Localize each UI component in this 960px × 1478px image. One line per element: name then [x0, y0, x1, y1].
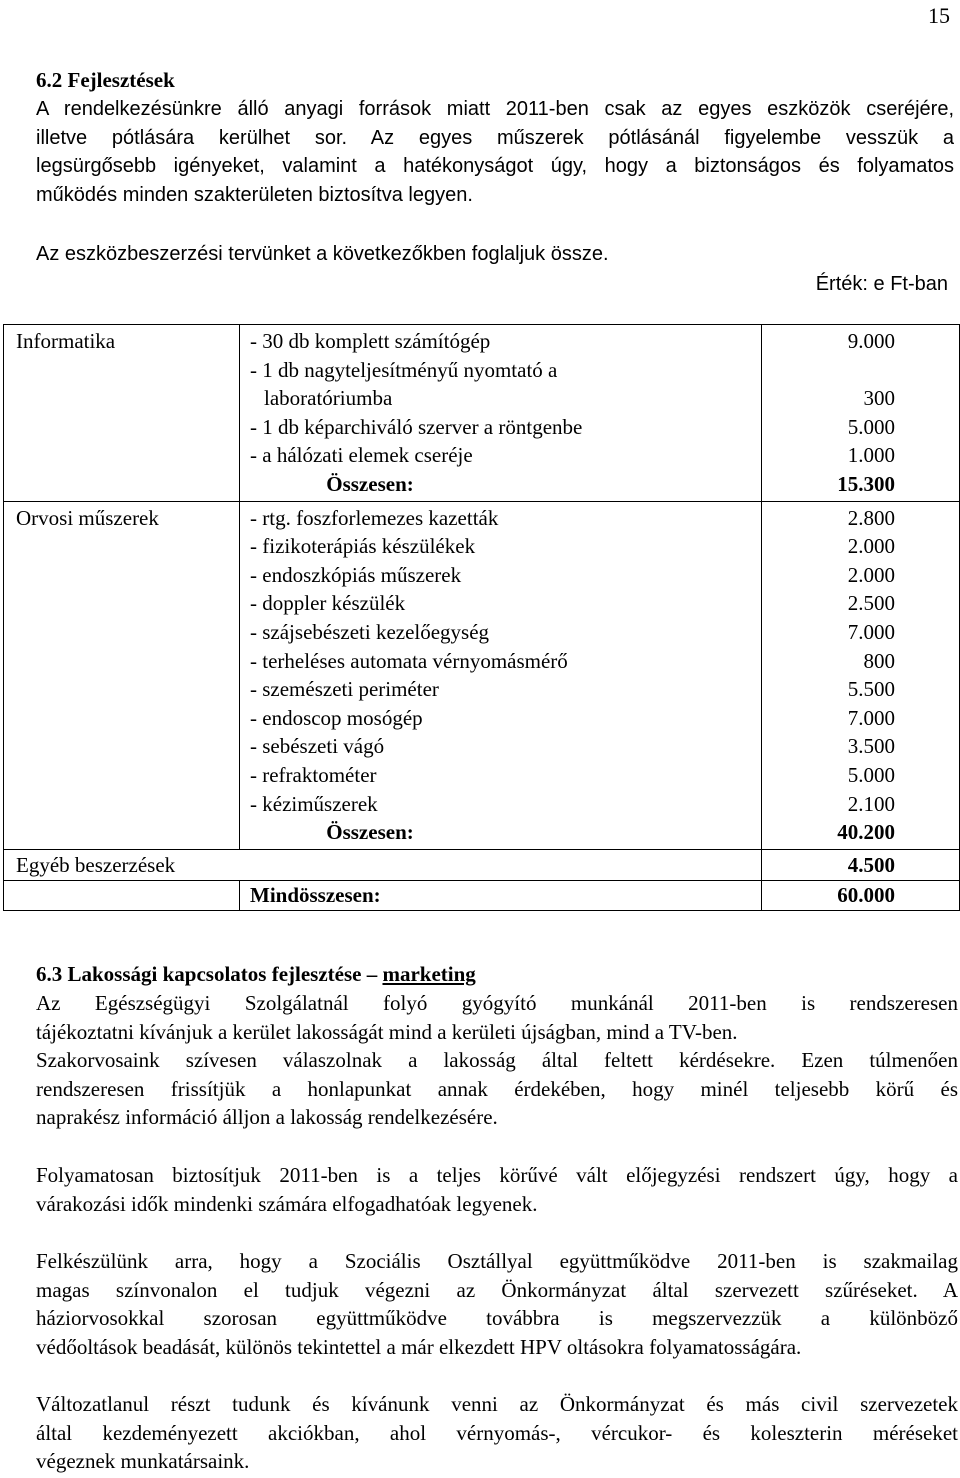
table-row-informatika — [4, 325, 960, 502]
informatika-items — [240, 325, 762, 502]
paragraph-line: által kezdeményezett akciókban, ahol vérnyomás-, vércukor- és koleszterin méréseket — [36, 1420, 958, 1445]
section-63-title-marketing: marketing — [382, 962, 476, 986]
value-cell: 2.000 — [847, 534, 895, 559]
value-cell: 300 — [863, 386, 895, 411]
table-row-egyeb — [4, 849, 960, 881]
list-item: - terheléses automata vérnyomásmérő — [250, 648, 568, 673]
table-row-orvosi — [4, 501, 960, 849]
paragraph-line: tájékoztatni kívánjuk a kerület lakosságát mind a kerületi újságban, mind a TV-ben. — [36, 1019, 738, 1044]
grand-total-label-cell — [240, 881, 762, 911]
list-item: - endoszkópiás műszerek — [250, 562, 462, 587]
section-63-title — [36, 960, 476, 989]
grand-total-empty — [4, 881, 240, 911]
page-number: 15 — [928, 3, 950, 28]
list-item: - doppler készülék — [250, 591, 406, 616]
value-cell: 2.500 — [847, 591, 895, 616]
paragraph-line: illetve pótlására kerülhet sor. Az egyes műszerek pótlásánál figyelembe vesszük a — [36, 126, 954, 149]
subtotal-value: 40.200 — [837, 820, 895, 845]
paragraph-line: működés minden szakterületen biztosítva legyen. — [36, 183, 473, 206]
value-cell: 2.800 — [847, 505, 895, 530]
section-62-title: 6.2 Fejlesztések — [36, 68, 175, 92]
paragraph-line: Felkészülünk arra, hogy a Szociális Osztállyal együttműködve 2011-ben is szakmailag — [36, 1249, 958, 1273]
paragraph-line: háziorvosokkal szorosan együttműködve továbbra is megszervezzük a különböző — [36, 1306, 958, 1331]
subtotal-label: Összesen: — [326, 820, 414, 845]
paragraph-line: Változatlanul részt tudunk és kívánunk venni az Önkormányzat és más civil szervezetek — [36, 1392, 958, 1416]
list-item: laboratóriumba — [264, 386, 393, 411]
section-63-paragraph-1 — [36, 989, 958, 1132]
value-cell: 7.000 — [847, 619, 895, 644]
grand-total-value: 60.000 — [837, 883, 895, 908]
orvosi-items — [240, 501, 762, 849]
value-cell: 5.000 — [847, 414, 895, 439]
list-item: - 1 db képarchiváló szerver a röntgenbe — [250, 414, 583, 439]
table-row-grand-total — [4, 881, 960, 911]
category-informatika — [4, 325, 240, 502]
value-cell: 3.500 — [847, 734, 895, 759]
value-cell: 5.000 — [847, 762, 895, 787]
paragraph-line: védőoltások beadását, különös tekintettel a már elkezdett HPV oltásokra folyamatosságára. — [36, 1334, 802, 1359]
list-item: - szájsebészeti kezelőegység — [250, 619, 490, 644]
section-63-title-main: 6.3 Lakossági kapcsolatos fejlesztése — [36, 962, 362, 986]
paragraph-line: végeznek munkatársaink. — [36, 1449, 250, 1474]
subtotal-label: Összesen: — [326, 471, 414, 496]
paragraph-line: Folyamatosan biztosítjuk 2011-ben is a teljes körűvé vált előjegyzési rendszert úgy, hogy a — [36, 1163, 958, 1187]
grand-total-label: Mindösszesen: — [250, 883, 381, 908]
value-cell: 4.500 — [847, 852, 895, 877]
list-item: - 30 db komplett számítógép — [250, 329, 491, 353]
value-cell: 800 — [863, 648, 895, 673]
paragraph-line: Szakorvosaink szívesen válaszolnak a lakosság által feltett kérdésekre. Ezen túlmenően — [36, 1048, 958, 1073]
paragraph-line: legsürgősebb igényeket, valamint a hatékonyságot úgy, hogy a biztonságos és folyamatos — [36, 155, 954, 178]
category-label: Orvosi műszerek — [16, 505, 159, 530]
section-63-paragraph-2 — [36, 1161, 958, 1218]
list-item: - fizikoterápiás készülékek — [250, 534, 476, 559]
plan-intro: Az eszközbeszerzési tervünket a következőkben foglaljuk össze. — [36, 243, 609, 265]
paragraph-line: naprakész információ álljon a lakosság rendelkezésére. — [36, 1105, 498, 1130]
list-item: - refraktométer — [250, 762, 377, 787]
category-orvosi — [4, 501, 240, 849]
list-item: - kéziműszerek — [250, 791, 378, 816]
section-63-paragraph-4 — [36, 1390, 958, 1476]
value-cell: 7.000 — [847, 705, 895, 730]
paragraph-line: A rendelkezésünkre álló anyagi források miatt 2011-ben csak az egyes eszközök cseréjére, — [36, 98, 954, 120]
category-egyeb — [4, 849, 762, 881]
paragraph-line: magas színvonalon el tudjuk végezni az Önkormányzat által szervezett szűréseket. A — [36, 1277, 958, 1302]
paragraph-line: rendszeresen frissítjük a honlapunkat annak érdekében, hogy minél teljesebb körű és — [36, 1076, 958, 1101]
category-label: Informatika — [16, 329, 116, 353]
list-item: - 1 db nagyteljesítményű nyomtató a — [250, 357, 558, 382]
orvosi-values — [762, 501, 960, 849]
list-item: - endoscop mosógép — [250, 705, 423, 730]
category-label: Egyéb beszerzések — [16, 852, 176, 877]
section-62-paragraph — [36, 95, 954, 209]
list-item: - sebészeti vágó — [250, 734, 385, 759]
list-item: - a hálózati elemek cseréje — [250, 443, 473, 468]
list-item: - rtg. foszforlemezes kazetták — [250, 505, 499, 530]
egyeb-value — [762, 849, 960, 881]
value-cell: 1.000 — [847, 443, 895, 468]
list-item: - szemészeti periméter — [250, 677, 439, 702]
value-cell: 9.000 — [847, 329, 895, 353]
value-cell: 5.500 — [847, 677, 895, 702]
paragraph-line: Az Egészségügyi Szolgálatnál folyó gyógyító munkánál 2011-ben is rendszeresen — [36, 991, 958, 1015]
section-63-title-dash: – — [361, 962, 383, 986]
grand-total-value-cell — [762, 881, 960, 911]
informatika-values — [762, 325, 960, 502]
section-63-paragraph-3 — [36, 1247, 958, 1361]
value-cell: 2.100 — [847, 791, 895, 816]
value-cell — [762, 356, 895, 385]
procurement-table — [3, 324, 960, 911]
value-cell: 2.000 — [847, 562, 895, 587]
unit-note: Érték: e Ft-ban — [815, 273, 948, 295]
paragraph-line: várakozási idők mindenki számára elfogadhatóak legyenek. — [36, 1191, 538, 1216]
subtotal-value: 15.300 — [837, 471, 895, 496]
